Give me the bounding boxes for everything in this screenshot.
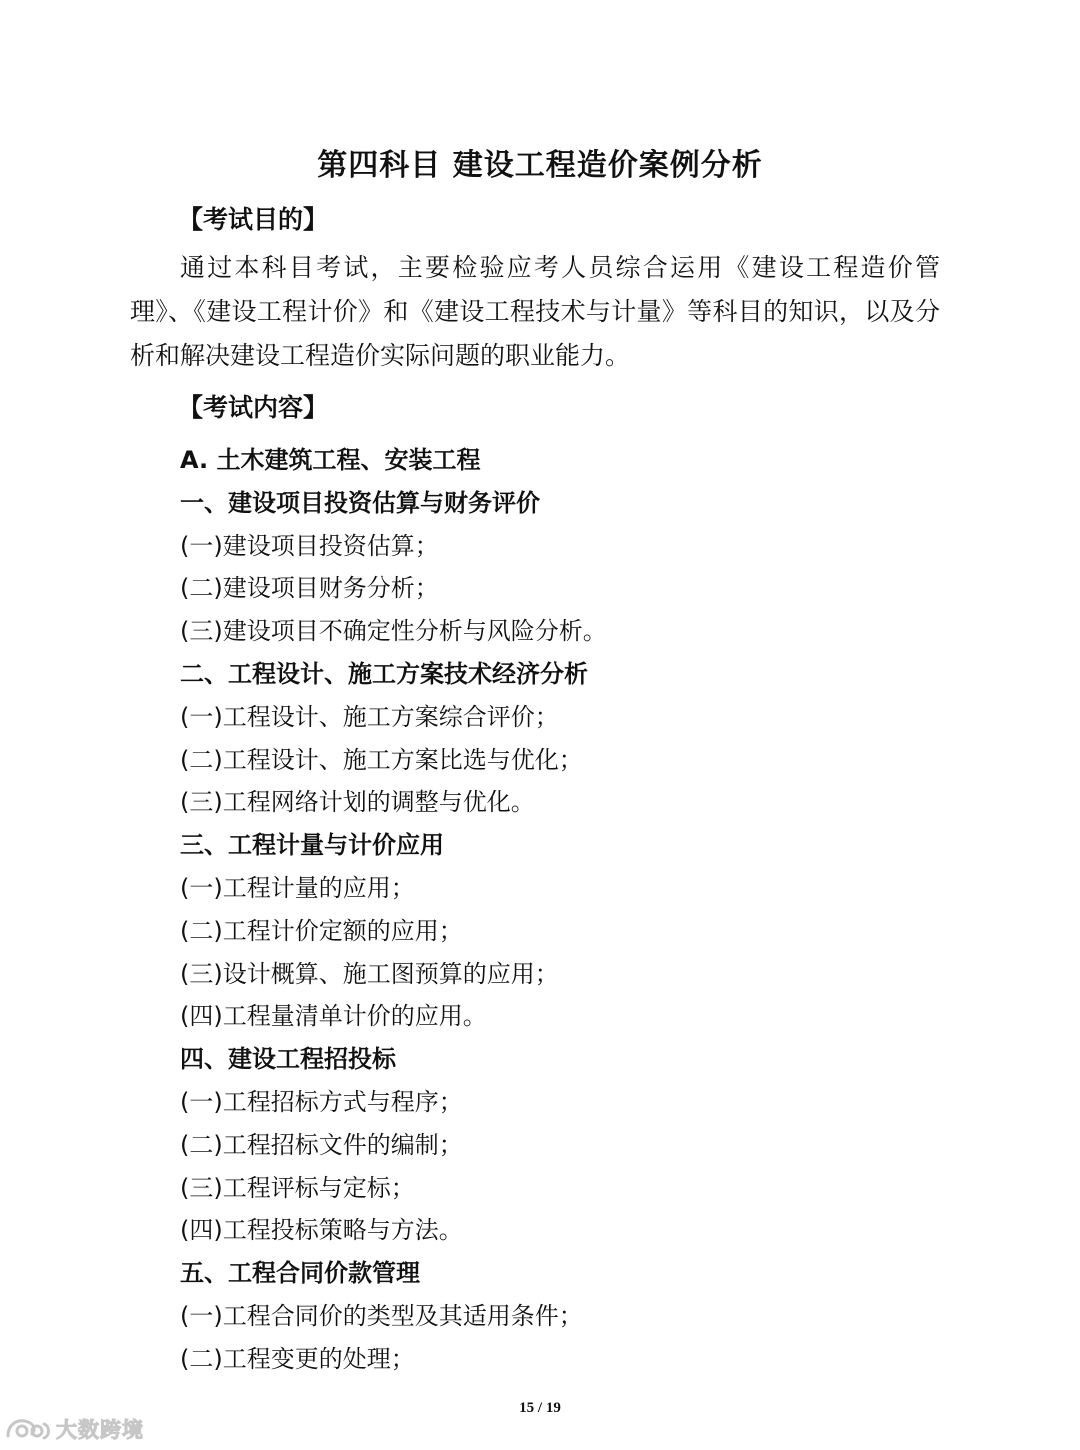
outline-item-level1: 五、工程合同价款管理 (180, 1259, 420, 1288)
outline-item-level2: (四)工程量清单计价的应用。 (180, 1002, 487, 1031)
watermark-text: 大数跨境 (56, 1418, 144, 1442)
outline-item-level2: (三)工程评标与定标； (180, 1173, 415, 1202)
exam-content-outline (180, 439, 940, 1381)
outline-item-level2: (一)工程设计、施工方案综合评价； (180, 702, 559, 731)
outline-item-level1: 二、工程设计、施工方案技术经济分析 (180, 659, 588, 688)
outline-item-level2: (二)工程招标文件的编制； (180, 1130, 463, 1159)
outline-item-level2: (二)工程设计、施工方案比选与优化； (180, 745, 583, 774)
outline-item-level2: (一)工程招标方式与程序； (180, 1087, 463, 1116)
content-heading: 【考试内容】 (178, 393, 329, 422)
outline-item-level1: 一、建设项目投资估算与财务评价 (180, 488, 540, 517)
outline-item-level2: (三)建设项目不确定性分析与风险分析。 (180, 617, 607, 646)
purpose-heading: 【考试目的】 (178, 205, 329, 234)
watermark (4, 1412, 144, 1446)
brand-logo-icon (4, 1414, 52, 1444)
outline-section-a: A. 土木建筑工程、安装工程 (180, 446, 481, 474)
outline-item-level2: (二)建设项目财务分析； (180, 574, 439, 603)
outline-item-level1: 三、工程计量与计价应用 (180, 831, 444, 860)
outline-item-level2: (二)工程变更的处理； (180, 1344, 415, 1373)
outline-item-level2: (四)工程投标策略与方法。 (180, 1216, 463, 1245)
outline-item-level2: (一)工程计量的应用； (180, 873, 415, 902)
outline-item-level2: (一)工程合同价的类型及其适用条件； (180, 1301, 583, 1330)
outline-item-level2: (一)建设项目投资估算； (180, 531, 439, 560)
outline-item-level2: (三)设计概算、施工图预算的应用； (180, 959, 559, 988)
outline-item-level1: 四、建设工程招投标 (180, 1045, 396, 1074)
page-number: 15 / 19 (519, 1400, 561, 1416)
purpose-paragraph: 通过本科目考试，主要检验应考人员综合运用《建设工程造价管理》、《建设工程计价》和《建设工程技术与计量》等科目的知识，以及分析和解决建设工程造价实际问题的职业能力。 (130, 253, 940, 370)
document-title: 第四科目 建设工程造价案例分析 (317, 148, 763, 183)
outline-item-level2: (二)工程计价定额的应用； (180, 916, 463, 945)
outline-item-level2: (三)工程网络计划的调整与优化。 (180, 788, 535, 817)
